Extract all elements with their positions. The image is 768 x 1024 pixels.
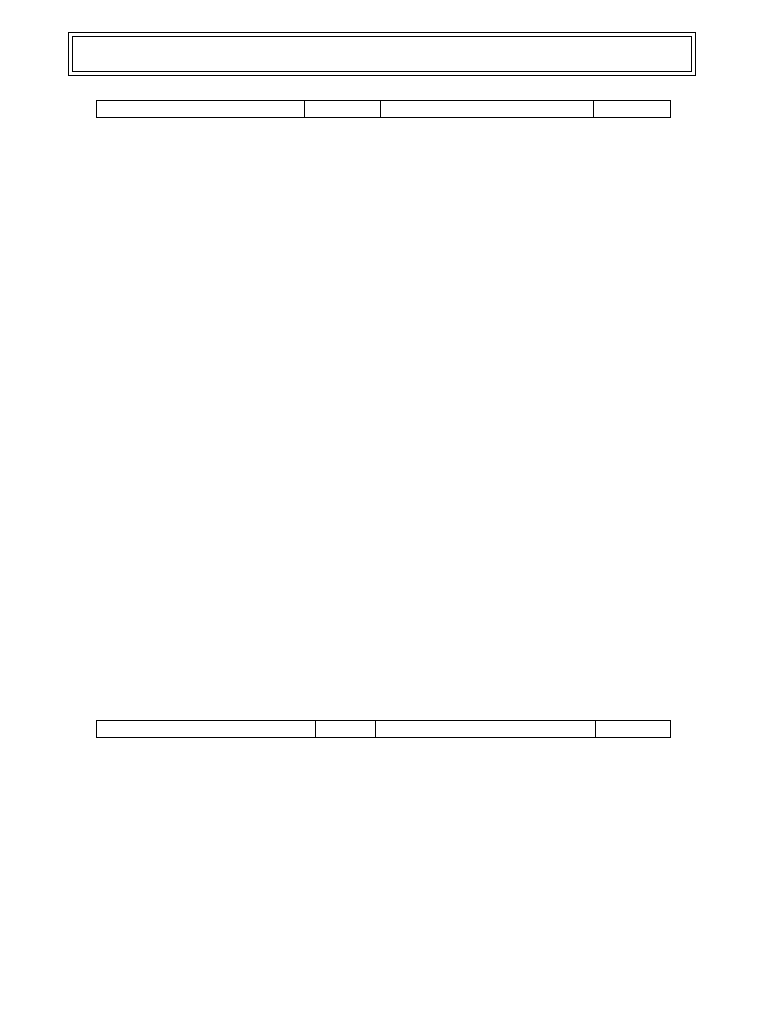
header-box xyxy=(68,32,696,76)
table-header-row xyxy=(97,721,671,738)
header-debit xyxy=(97,101,305,118)
q2-particulars-table xyxy=(96,720,671,738)
header-particulars-right xyxy=(375,721,596,738)
q1-trial-balance-table xyxy=(96,100,671,118)
header-credit-currency xyxy=(594,101,671,118)
table-header-row xyxy=(97,101,671,118)
header-credit xyxy=(381,101,594,118)
header-right-currency xyxy=(596,721,671,738)
header-inner-border xyxy=(72,36,692,72)
header-debit-currency xyxy=(304,101,381,118)
header-left-currency xyxy=(315,721,375,738)
header-particulars-left xyxy=(97,721,316,738)
